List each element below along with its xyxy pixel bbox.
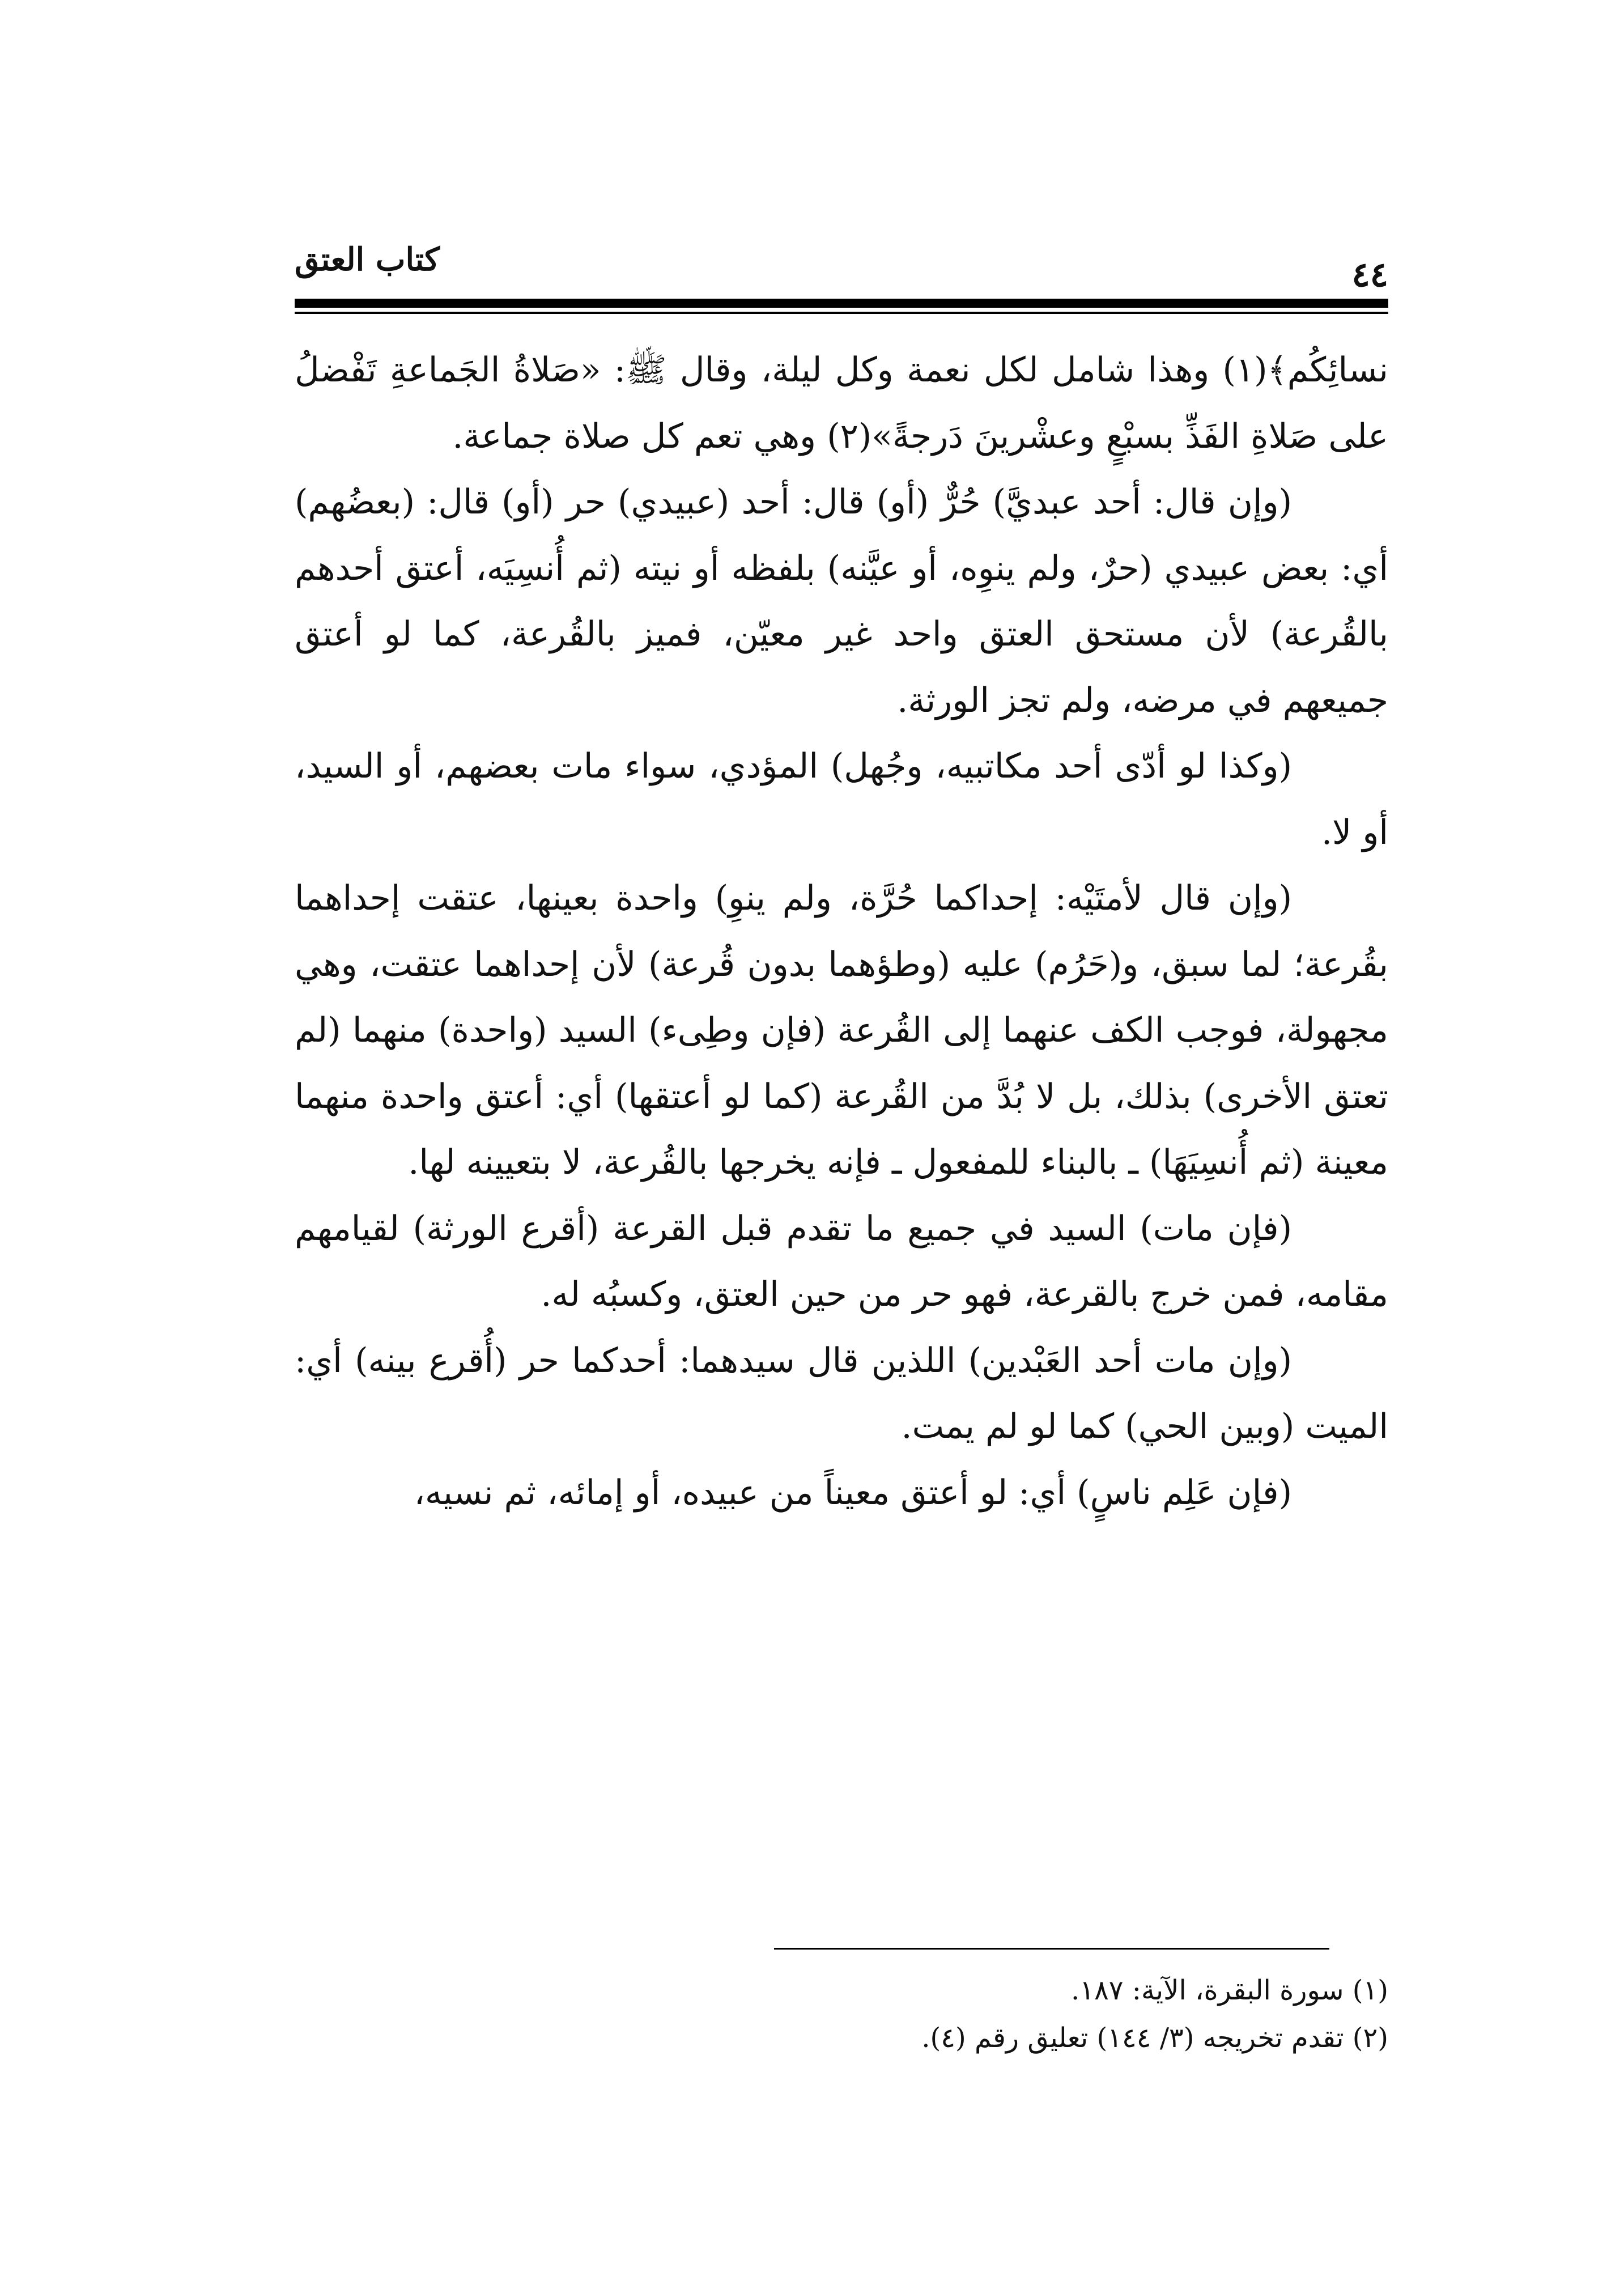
footnote: (١) سورة البقرة، الآية: ١٨٧. [1070, 1974, 1388, 2006]
footnote: (٢) تقدم تخريجه (٣/ ١٤٤) تعليق رقم (٤). [921, 2022, 1388, 2054]
paragraph: نسائِكُم﴾(١) وهذا شامل لكل نعمة وكل ليلة، وقال ﷺ: «صَلاةُ الجَماعةِ تَفْضلُ على صَلاةِ الفَذِّ بسبْعٍ وعشْرينَ دَرجةً»(٢) وهي تعم كل صلاة جماعة. [295, 350, 1388, 456]
paragraph: (وإن قال لأمتَيْه: إحداكما حُرَّة، ولم ينوِ) واحدة بعينها، عتقت إحداهما بقُرعة؛ لما سبق، و(حَرُم) عليه (وطؤهما بدون قُرعة) لأن إحداهما عتقت، وهي مجهولة، فوجب الكف عنهما إلى القُرعة (فإن وطِىء) السيد (واحدة) منهما (لم تعتق الأخرى) بذلك، بل لا بُدَّ من القُرعة (كما لو أعتقها) أي: أعتق واحدة منهما معينة (ثم أُنسِيَهَا) ـ بالبناء للمفعول ـ فإنه يخرجها بالقُرعة، لا بتعيينه لها. [295, 878, 1389, 1182]
page-number: ٤٤ [1351, 255, 1388, 295]
main-text [295, 337, 1388, 1526]
paragraph: (وكذا لو أدّى أحد مكاتبيه، وجُهل) المؤدي، سواء مات بعضهم، أو السيد، أو لا. [295, 746, 1388, 852]
header-rule-thin [295, 312, 1388, 314]
footnotes [295, 1967, 1388, 2062]
paragraph: (وإن قال: أحد عبديَّ) حُرٌّ (أو) قال: أحد (عبيدي) حر (أو) قال: (بعضُهم) أي: بعض عبيدي (حرٌ، ولم ينوِه، أو عيَّنه) بلفظه أو نيته (ثم أُنسِيَه، أعتق أحدهم بالقُرعة) لأن مستحق العتق واحد غير معيّن، فميز بالقُرعة، كما لو أعتق جميعهم في مرضه، ولم تجز الورثة. [295, 482, 1388, 720]
running-header [295, 232, 1388, 295]
paragraph: (فإن عَلِم ناسٍ) أي: لو أعتق معيناً من عبيده، أو إمائه، ثم نسيه، [414, 1472, 1292, 1513]
footnote-separator [774, 1948, 1329, 1950]
header-rule-thick [295, 299, 1388, 308]
paragraph: (وإن مات أحد العَبْدين) اللذين قال سيدهما: أحدكما حر (أُقرع بينه) أي: الميت (وبين الحي) كما لو لم يمت. [295, 1340, 1388, 1446]
paragraph: (فإن مات) السيد في جميع ما تقدم قبل القرعة (أقرع الورثة) لقيامهم مقامه، فمن خرج بالقرعة، فهو حر من حين العتق، وكسبُه له. [295, 1208, 1388, 1314]
book-title: كتاب العتق [295, 241, 440, 278]
